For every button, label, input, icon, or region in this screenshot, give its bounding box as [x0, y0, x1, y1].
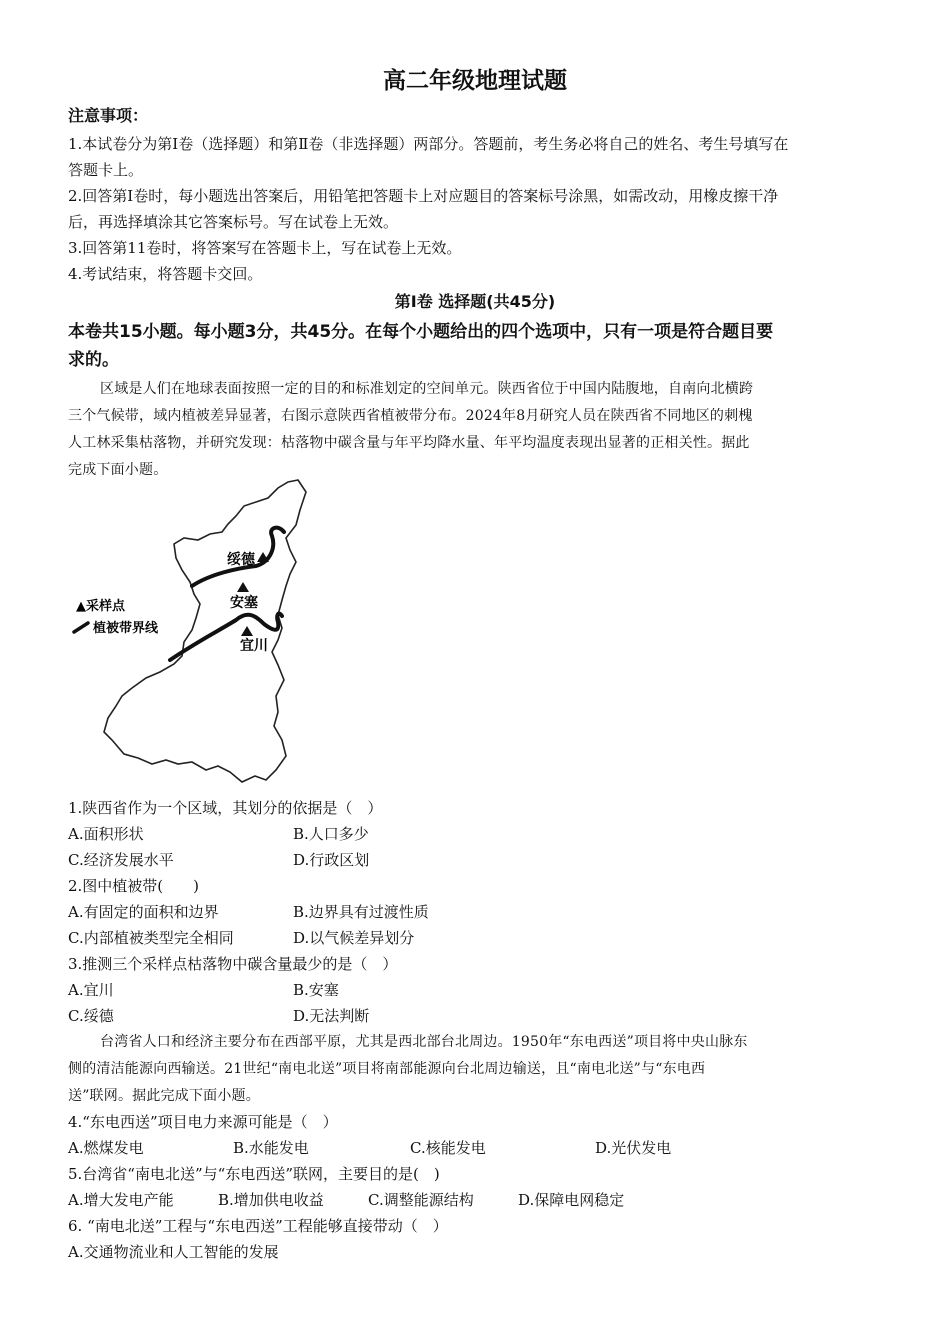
q5-option-b: B.增加供电收益 [218, 1191, 324, 1209]
section-instruction-1: 本卷共15小题。每小题3分，共45分。在每个小题给出的四个选项中，只有一项是符合题目要 [68, 322, 774, 342]
note-line-1: 1.本试卷分为第Ⅰ卷（选择题）和第Ⅱ卷（非选择题）两部分。答题前，考生务必将自己的姓名、考生号填写在 [68, 135, 789, 153]
note-line-6: 4.考试结束，将答题卡交回。 [68, 265, 263, 283]
place-label-yichuan: 宜川 [240, 638, 268, 654]
passage2-line-2: 侧的清洁能源向西输送。21世纪“南电北送”项目将南部能源向台北周边输送，且“南电北送”与“东电西 [68, 1061, 706, 1077]
q1-option-c: C.经济发展水平 [68, 851, 174, 869]
note-line-2: 答题卡上。 [68, 161, 144, 179]
q5-option-d: D.保障电网稳定 [518, 1191, 625, 1209]
q5-option-a: A.增大发电产能 [68, 1191, 174, 1209]
q2-option-a: A.有固定的面积和边界 [68, 903, 219, 921]
q2-option-d: D.以气候差异划分 [293, 929, 415, 947]
q4-stem: 4.“东电西送”项目电力来源可能是（ ） [68, 1113, 338, 1131]
q2-stem: 2.图中植被带( ) [68, 877, 200, 895]
section-title: 第Ⅰ卷 选择题(共45分) [394, 292, 556, 311]
legend-boundary: 植被带界线 [93, 621, 159, 636]
q3-option-b: B.安塞 [293, 981, 339, 999]
q3-stem: 3.推测三个采样点枯落物中碳含量最少的是（ ） [68, 955, 398, 973]
q1-option-a: A.面积形状 [68, 825, 144, 843]
q4-option-c: C.核能发电 [410, 1139, 486, 1157]
passage1-line-4: 完成下面小题。 [68, 462, 168, 478]
note-line-3: 2.回答第Ⅰ卷时，每小题选出答案后，用铅笔把答题卡上对应题目的答案标号涂黑，如需改动，用橡皮擦干净 [68, 187, 779, 205]
passage1-line-2: 三个气候带，域内植被差异显著，右图示意陕西省植被带分布。2024年8月研究人员在陕西省不同地区的刺槐 [68, 408, 753, 424]
q4-option-a: A.燃煤发电 [68, 1139, 144, 1157]
q3-option-c: C.绥德 [68, 1007, 114, 1025]
passage1-line-3: 人工林采集枯落物，并研究发现：枯落物中碳含量与年平均降水量、年平均温度表现出显著的正相关性。据此 [68, 435, 750, 451]
note-line-4: 后，再选择填涂其它答案标号。写在试卷上无效。 [68, 213, 399, 231]
legend-boundary-symbol [74, 623, 88, 632]
q2-option-b: B.边界具有过渡性质 [293, 903, 429, 921]
q6-option-a: A.交通物流业和人工智能的发展 [68, 1243, 279, 1261]
passage1-line-1: 区域是人们在地球表面按照一定的目的和标准划定的空间单元。陕西省位于中国内陆腹地，自南向北横跨 [100, 381, 754, 397]
q1-option-d: D.行政区划 [293, 851, 370, 869]
place-label-suide: 绥德 [227, 552, 255, 568]
passage2-line-3: 送”联网。据此完成下面小题。 [68, 1088, 260, 1104]
q3-option-d: D.无法判断 [293, 1007, 370, 1025]
passage2-line-1: 台湾省人口和经济主要分布在西部平原，尤其是西北部台北周边。1950年“东电西送”项目将中央山脉东 [100, 1034, 748, 1050]
q4-option-b: B.水能发电 [233, 1139, 309, 1157]
q5-option-c: C.调整能源结构 [368, 1191, 474, 1209]
notes-heading: 注意事项： [68, 106, 149, 125]
q2-option-c: C.内部植被类型完全相同 [68, 929, 234, 947]
q6-stem: 6. “南电北送”工程与“东电西送”工程能够直接带动（ ） [68, 1217, 448, 1235]
place-label-ansai: 安塞 [230, 595, 258, 611]
legend-sample-point: ▲采样点 [76, 599, 125, 614]
q3-option-a: A.宜川 [68, 981, 114, 999]
q5-stem: 5.台湾省“南电北送”与“东电西送”联网，主要目的是( ) [68, 1165, 440, 1183]
section-instruction-2: 求的。 [68, 350, 119, 370]
note-line-5: 3.回答第11卷时，将答案写在答题卡上，写在试卷上无效。 [68, 239, 462, 257]
q1-option-b: B.人口多少 [293, 825, 369, 843]
shaanxi-vegetation-map [60, 470, 360, 795]
page-title: 高二年级地理试题 [383, 68, 567, 94]
q4-option-d: D.光伏发电 [595, 1139, 672, 1157]
q1-stem: 1.陕西省作为一个区域，其划分的依据是（ ） [68, 799, 383, 817]
